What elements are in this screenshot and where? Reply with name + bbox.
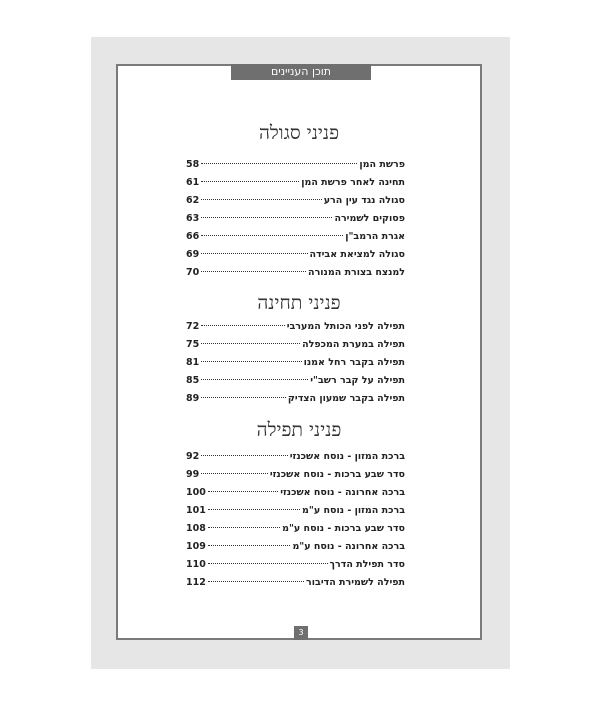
toc-page-number: 63 (186, 213, 200, 224)
toc-leader (201, 379, 308, 380)
toc-leader (208, 581, 304, 582)
toc-leader (208, 491, 278, 492)
toc-row[interactable] (186, 357, 405, 375)
toc-label: סגולה נגד עין הרע (323, 195, 405, 206)
toc-row[interactable] (186, 577, 405, 595)
toc-leader (201, 163, 357, 164)
toc-row[interactable] (186, 505, 405, 523)
toc-leader (201, 199, 322, 200)
toc-row[interactable] (186, 487, 405, 505)
toc-page-number: 66 (186, 231, 200, 242)
toc-label: תפילה על קבר רשב"י (310, 375, 405, 386)
toc-page-number: 70 (186, 267, 200, 278)
toc-row[interactable] (186, 195, 405, 213)
toc-label: תפילה לפני הכותל המערבי (286, 321, 405, 332)
toc-leader (201, 235, 343, 236)
toc-row[interactable] (186, 177, 405, 195)
toc-leader (201, 217, 332, 218)
toc-label: תפילה במערת המכפלה (302, 339, 405, 350)
toc-page-number: 99 (186, 469, 200, 480)
toc-row[interactable] (186, 231, 405, 249)
toc-page-number: 72 (186, 321, 200, 332)
toc-label: סדר שבע ברכות - נוסח ע"מ (282, 523, 405, 534)
toc-row[interactable] (186, 249, 405, 267)
toc-page-number: 85 (186, 375, 200, 386)
toc-row[interactable] (186, 339, 405, 357)
section-title-segula: פניני סגולה (258, 122, 340, 144)
footer-page-number: 3 (294, 626, 308, 640)
toc-leader (201, 455, 288, 456)
toc-leader (208, 527, 280, 528)
toc-leader (201, 397, 286, 398)
toc-page-number: 109 (186, 541, 206, 552)
toc-page-number: 62 (186, 195, 200, 206)
toc-label: ברכה אחרונה - נוסח ע"מ (292, 541, 405, 552)
toc-page-number: 108 (186, 523, 206, 534)
toc-page-number: 69 (186, 249, 200, 260)
section-list-tefila (186, 451, 405, 595)
toc-label: פסוקים לשמירה (334, 213, 405, 224)
toc-leader (208, 509, 300, 510)
toc-label: סדר תפילת הדרך (329, 559, 405, 570)
toc-leader (201, 361, 301, 362)
toc-page-number: 89 (186, 393, 200, 404)
section-list-tchina (186, 321, 405, 411)
toc-label: תפילה בקבר רחל אמנו (303, 357, 405, 368)
toc-row[interactable] (186, 321, 405, 339)
toc-leader (201, 271, 306, 272)
toc-row[interactable] (186, 213, 405, 231)
toc-row[interactable] (186, 393, 405, 411)
toc-page-number: 92 (186, 451, 200, 462)
toc-page (116, 64, 482, 640)
toc-row[interactable] (186, 523, 405, 541)
toc-leader (201, 181, 299, 182)
section-title-tchina: פניני תחינה (257, 292, 341, 314)
toc-row[interactable] (186, 375, 405, 393)
toc-leader (201, 343, 300, 344)
toc-label: תפילה בקבר שמעון הצדיק (287, 393, 405, 404)
toc-header-title: תוכן העניינים (231, 64, 371, 80)
toc-row[interactable] (186, 541, 405, 559)
toc-page-number: 100 (186, 487, 206, 498)
toc-label: פרשת המן (359, 159, 405, 170)
toc-page-number: 101 (186, 505, 206, 516)
toc-page-number: 81 (186, 357, 200, 368)
toc-label: תחינה לאחר פרשת המן (301, 177, 405, 188)
toc-label: ברכת המזון - נוסח ע"מ (302, 505, 405, 516)
toc-leader (208, 563, 328, 564)
toc-page-number: 75 (186, 339, 200, 350)
toc-leader (201, 325, 284, 326)
toc-label: אגרת הרמב"ן (345, 231, 405, 242)
toc-label: ברכת המזון - נוסח אשכנזי (289, 451, 405, 462)
toc-label: תפילה לשמירת הדיבור (306, 577, 405, 588)
toc-page-number: 112 (186, 577, 206, 588)
toc-row[interactable] (186, 451, 405, 469)
toc-label: סדר שבע ברכות - נוסח אשכנזי (269, 469, 405, 480)
toc-row[interactable] (186, 469, 405, 487)
toc-leader (208, 545, 291, 546)
toc-label: ברכה אחרונה - נוסח אשכנזי (280, 487, 405, 498)
toc-label: למנצח בצורת המנורה (308, 267, 405, 278)
toc-page-number: 61 (186, 177, 200, 188)
toc-page-number: 58 (186, 159, 200, 170)
toc-leader (201, 253, 307, 254)
toc-page-number: 110 (186, 559, 206, 570)
toc-leader (201, 473, 268, 474)
section-title-tefila: פניני תפילה (256, 419, 342, 441)
toc-row[interactable] (186, 159, 405, 177)
toc-label: סגולה למציאת אבידה (309, 249, 405, 260)
section-list-segula (186, 159, 405, 285)
toc-row[interactable] (186, 267, 405, 285)
toc-row[interactable] (186, 559, 405, 577)
